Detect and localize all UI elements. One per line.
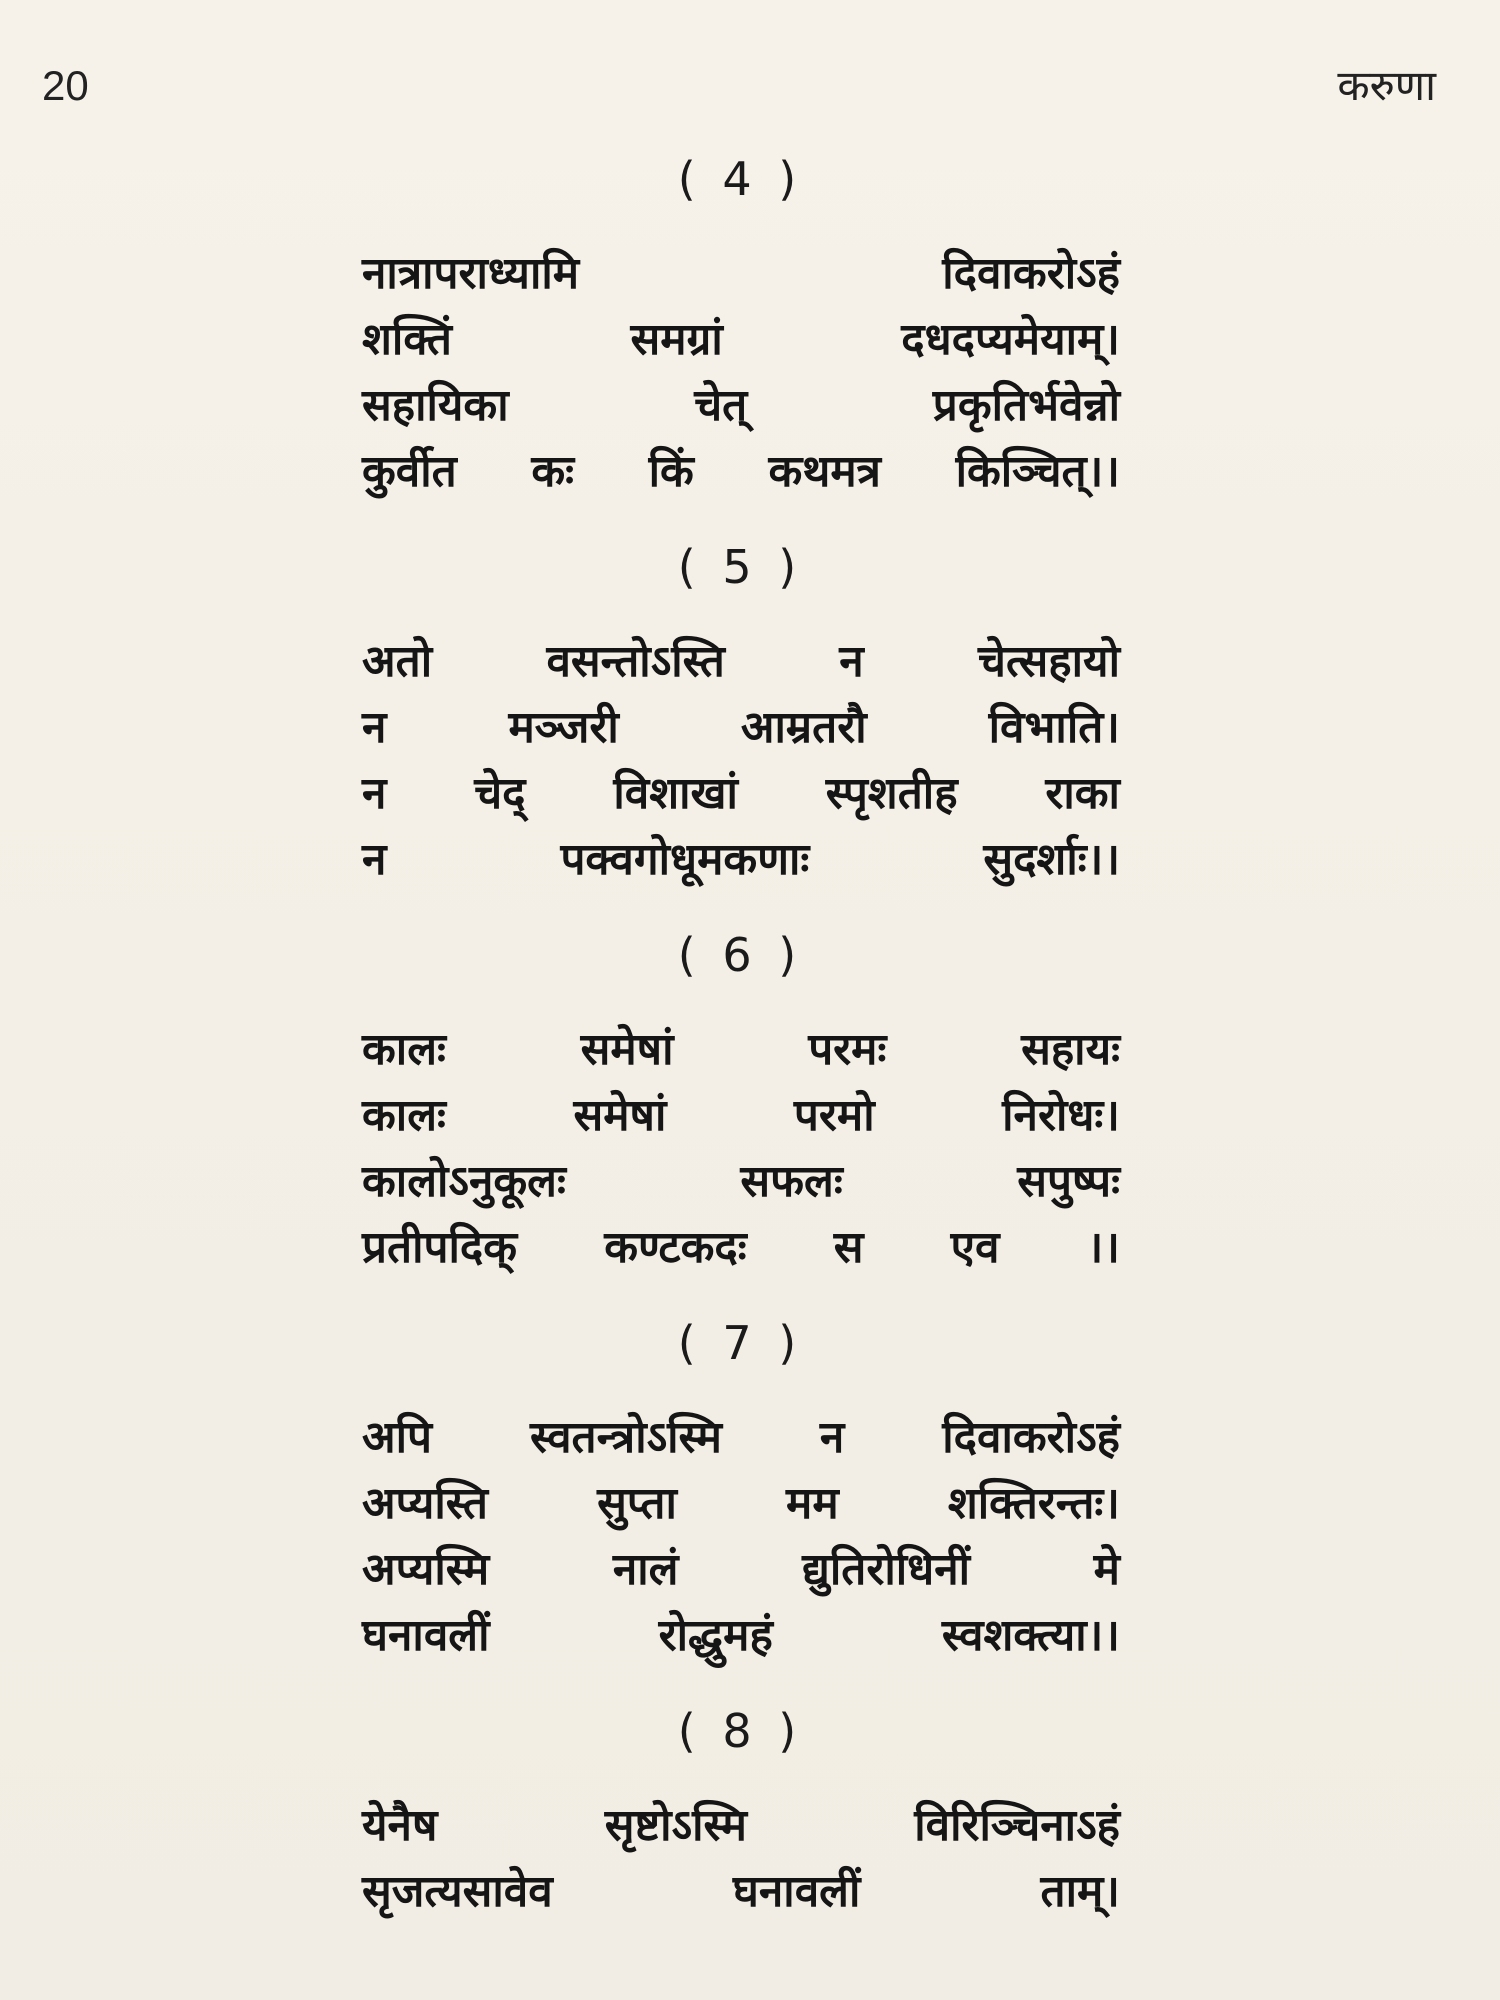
- verse-line: [362, 834, 1120, 885]
- verse-line: [362, 1156, 1120, 1207]
- word: किञ्चित्।।: [955, 446, 1120, 497]
- word: कालः: [362, 1024, 446, 1075]
- verse-line: [362, 1090, 1120, 1141]
- word: ।।: [1086, 1222, 1120, 1273]
- word: सृष्टोऽस्मि: [604, 1800, 747, 1851]
- word: आम्रतरौ: [740, 702, 867, 753]
- word: कालोऽनुकूलः: [362, 1156, 566, 1207]
- word: समेषां: [580, 1024, 674, 1075]
- word: मञ्जरी: [508, 702, 619, 753]
- word: सहायिका: [362, 380, 509, 431]
- verse-line: [362, 314, 1120, 365]
- verse-line: [362, 702, 1120, 753]
- verse-line: [362, 446, 1120, 497]
- verse-number: ( 4 ): [677, 152, 803, 206]
- verse-line: [362, 1866, 1120, 1917]
- verse-number: ( 6 ): [677, 928, 803, 982]
- word: सहायः: [1021, 1024, 1120, 1075]
- word: न: [362, 834, 387, 885]
- word: शक्तिरन्तः।: [947, 1478, 1120, 1529]
- word: दधदप्यमेयाम्।: [901, 314, 1120, 365]
- word: अपि: [362, 1412, 433, 1463]
- word: कुर्वीत: [362, 446, 457, 497]
- word: अप्यस्ति: [362, 1478, 488, 1529]
- verse-line: [362, 636, 1120, 687]
- word: मे: [1093, 1544, 1120, 1595]
- verse-line: [362, 1222, 1120, 1273]
- word: नालं: [612, 1544, 679, 1595]
- word: कथमत्र: [768, 446, 881, 497]
- word: प्रकृतिर्भवेन्नो: [932, 380, 1120, 431]
- word: सुदर्शाः।।: [983, 834, 1120, 885]
- word: सफलः: [740, 1156, 843, 1207]
- word: परमो: [793, 1090, 875, 1141]
- word: न: [362, 768, 387, 819]
- word: वसन्तोऽस्ति: [546, 636, 725, 687]
- page-number: 20: [42, 62, 89, 109]
- word: समेषां: [573, 1090, 667, 1141]
- verse-number: ( 7 ): [677, 1316, 803, 1370]
- word: दिवाकरोऽहं: [942, 1412, 1120, 1463]
- word: नात्रापराध्यामि: [362, 248, 580, 299]
- word: कालः: [362, 1090, 446, 1141]
- verse-line: [362, 768, 1120, 819]
- word: रोद्धुमहं: [658, 1610, 773, 1661]
- verse-line: [362, 1478, 1120, 1529]
- word: दिवाकरोऽहं: [942, 248, 1120, 299]
- word: न: [839, 636, 864, 687]
- word: चेत्सहायो: [978, 636, 1120, 687]
- word: परमः: [808, 1024, 887, 1075]
- verse-line: [362, 1412, 1120, 1463]
- word: न: [362, 702, 387, 753]
- verse-line: [362, 248, 1120, 299]
- running-title: करुणा: [1337, 61, 1436, 110]
- word: स्पृशतीह: [825, 768, 958, 819]
- word: विशाखां: [613, 768, 738, 819]
- verse-line: [362, 1024, 1120, 1075]
- word: घनावलीं: [362, 1610, 490, 1661]
- word: चेद्: [474, 768, 526, 819]
- word: ताम्।: [1040, 1866, 1120, 1917]
- word: शक्तिं: [362, 314, 452, 365]
- verse-line: [362, 1610, 1120, 1661]
- word: द्युतिरोधिनीं: [802, 1544, 971, 1595]
- word: येनैष: [362, 1800, 438, 1851]
- verse-line: [362, 1800, 1120, 1851]
- word: विरिञ्चिनाऽहं: [914, 1800, 1120, 1851]
- word: अतो: [362, 636, 433, 687]
- word: एव: [950, 1222, 1000, 1273]
- word: सपुष्पः: [1017, 1156, 1120, 1207]
- word: विभाति।: [988, 702, 1120, 753]
- word: मम: [786, 1478, 839, 1529]
- word: किं: [648, 446, 694, 497]
- word: समग्रां: [630, 314, 723, 365]
- word: प्रतीपदिक्: [362, 1222, 518, 1273]
- word: चेत्: [694, 380, 748, 431]
- word: घनावलीं: [732, 1866, 861, 1917]
- word: स: [833, 1222, 864, 1273]
- word: अप्यस्मि: [362, 1544, 490, 1595]
- word: पक्वगोधूमकणाः: [560, 834, 810, 885]
- word: सुप्ता: [597, 1478, 677, 1529]
- verse-line: [362, 1544, 1120, 1595]
- word: राका: [1045, 768, 1120, 819]
- verse-line: [362, 380, 1120, 431]
- word: न: [819, 1412, 845, 1463]
- word: सृजत्यसावेव: [362, 1866, 553, 1917]
- word: कः: [531, 446, 575, 497]
- verse-number: ( 5 ): [677, 540, 803, 594]
- verse-number: ( 8 ): [677, 1704, 803, 1758]
- word: निरोधः।: [1002, 1090, 1120, 1141]
- word: कण्टकदः: [604, 1222, 747, 1273]
- word: स्वतन्त्रोऽस्मि: [529, 1412, 722, 1463]
- word: स्वशक्त्या।।: [941, 1610, 1120, 1661]
